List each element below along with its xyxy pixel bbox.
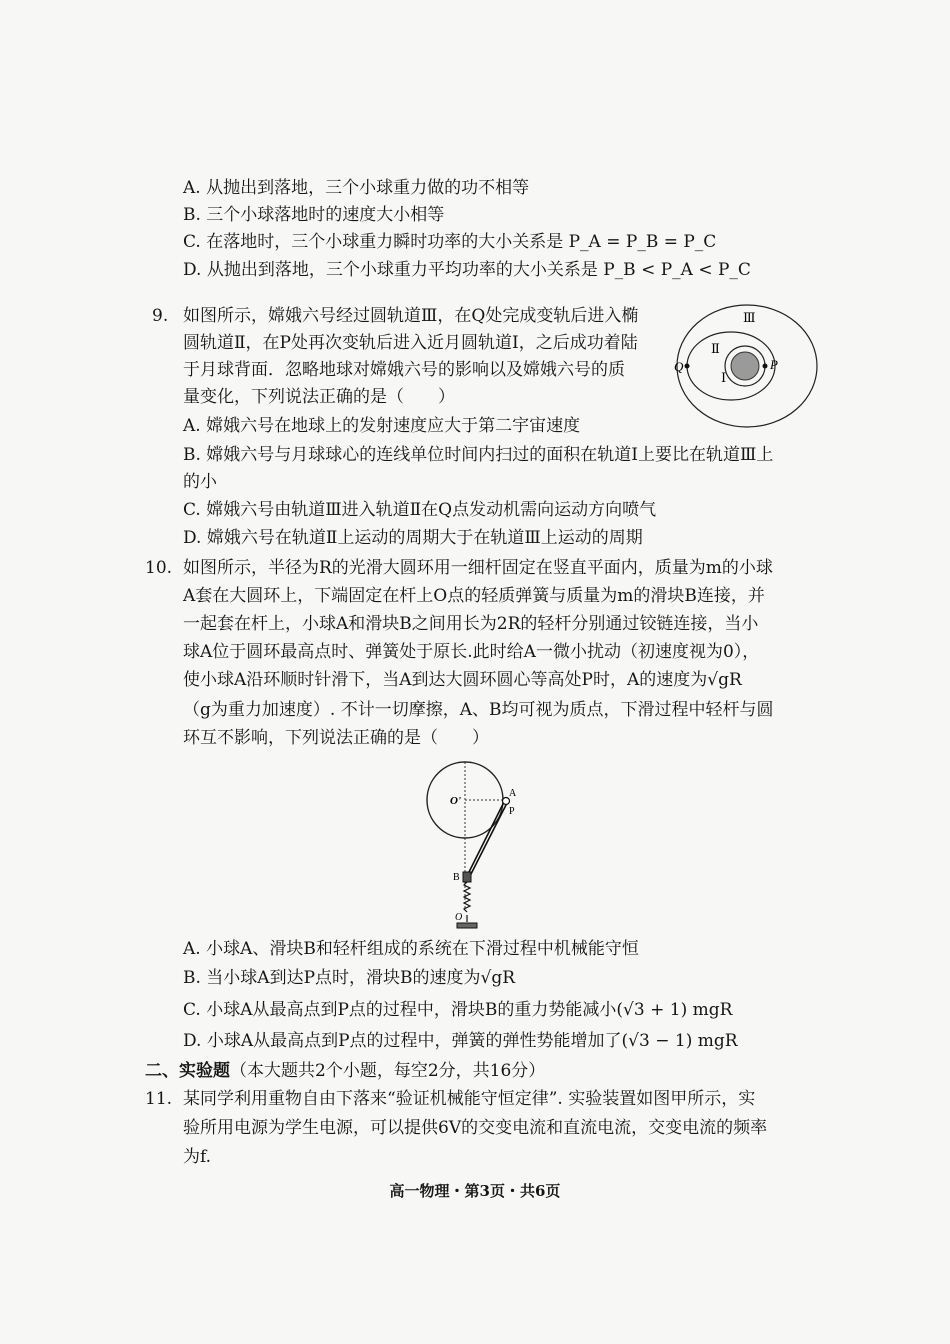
label-o-prime: O' [450,795,461,807]
q8-option-d: D. 从抛出到落地，三个小球重力平均功率的大小关系是 P_B < P_A < P_C [183,260,751,280]
light-rod-2 [470,803,507,876]
q8-option-b: B. 三个小球落地时的速度大小相等 [183,205,445,225]
q10-number: 10. [145,558,173,578]
q11-number: 11. [145,1089,173,1109]
q10-stem-line: 球A位于圆环最高点时、弹簧处于原长.此时给A一微小扰动（初速度视为0）， [183,642,760,662]
label-q: Q [674,359,684,374]
q8-option-c: C. 在落地时，三个小球重力瞬时功率的大小关系是 P_A = P_B = P_C [183,232,717,252]
label-ii: Ⅱ [711,341,720,356]
section-2-title: 二、实验题 [145,1061,230,1081]
q9-option-d: D. 嫦娥六号在轨道Ⅱ上运动的周期大于在轨道Ⅲ上运动的周期 [183,528,643,548]
q10-stem-line: 如图所示，半径为R的光滑大圆环用一细杆固定在竖直平面内，质量为m的小球 [183,558,773,578]
label-iii: Ⅲ [743,310,756,325]
q9-stem-line: 如图所示，嫦娥六号经过圆轨道Ⅲ，在Q处完成变轨后进入椭 [183,306,639,326]
label-p: P [770,357,778,372]
q9-option-c: C. 嫦娥六号由轨道Ⅲ进入轨道Ⅱ在Q点发动机需向运动方向喷气 [183,500,657,520]
q9-option-b-cont: 的小 [183,472,217,492]
q8-option-a: A. 从抛出到落地，三个小球重力做的功不相等 [183,178,530,198]
label-a: A [509,788,517,799]
light-rod-1 [467,800,505,876]
base [457,923,477,928]
q9-stem-line: 于月球背面．忽略地球对嫦娥六号的影响以及嫦娥六号的质 [183,360,625,380]
label-o: O [455,912,463,923]
q10-stem-line: 使小球A沿环顺时针滑下，当A到达大圆环圆心等高处P时，A的速度为√gR [183,670,742,690]
section-2-note: （本大题共2个小题，每空2分，共16分） [230,1061,546,1081]
q9-stem-line: 圆轨道Ⅱ，在P处再次变轨后进入近月圆轨道Ⅰ，之后成功着陆 [183,333,638,353]
section-2-heading [145,1059,545,1083]
ring-rod-diagram [420,760,530,935]
q10-option-b: B. 当小球A到达P点时，滑块B的速度为√gR [183,968,516,988]
q9-number: 9. [152,306,169,326]
q9-stem-line: 量变化，下列说法正确的是（ ） [183,387,455,407]
q10-stem-line: 一起套在杆上，小球A和滑块B之间用长为2R的轻杆分别通过铰链连接，当小 [183,614,759,634]
q10-stem-line: （g为重力加速度）. 不计一切摩擦，A、B均可视为质点，下滑过程中轻杆与圆 [183,700,774,720]
q9-option-a: A. 嫦娥六号在地球上的发射速度应大于第二宇宙速度 [183,416,581,436]
label-b: B [453,872,460,883]
q11-stem-line: 某同学利用重物自由下落来“验证机械能守恒定律”. 实验装置如图甲所示，实 [183,1089,756,1109]
label-p: P [509,806,515,817]
q9-option-b: B. 嫦娥六号与月球球心的连线单位时间内扫过的面积在轨道Ⅰ上要比在轨道Ⅲ上 [183,445,774,465]
label-i: Ⅰ [721,370,727,385]
point-q-dot [685,364,690,369]
moon-icon [731,352,759,380]
q10-stem-line: 环互不影响，下列说法正确的是（ ） [183,728,489,748]
q10-stem-line: A套在大圆环上，下端固定在杆上O点的轻质弹簧与质量为m的滑块B连接，并 [183,586,765,606]
q11-stem-line: 为f. [183,1147,212,1167]
q11-stem-line: 验所用电源为学生电源，可以提供6V的交变电流和直流电流，交变电流的频率 [183,1118,768,1138]
q10-option-d: D. 小球A从最高点到P点的过程中，弹簧的弹性势能增加了(√3 − 1) mgR [183,1031,738,1051]
orbit-diagram [665,300,825,432]
slider-b [463,872,471,882]
page-footer: 高一物理・第3页・共6页 [389,1182,561,1200]
q10-option-c: C. 小球A从最高点到P点的过程中，滑块B的重力势能减小(√3 + 1) mgR [183,1000,733,1020]
q10-option-a: A. 小球A、滑块B和轻杆组成的系统在下滑过程中机械能守恒 [183,939,639,959]
point-p-dot [763,364,768,369]
